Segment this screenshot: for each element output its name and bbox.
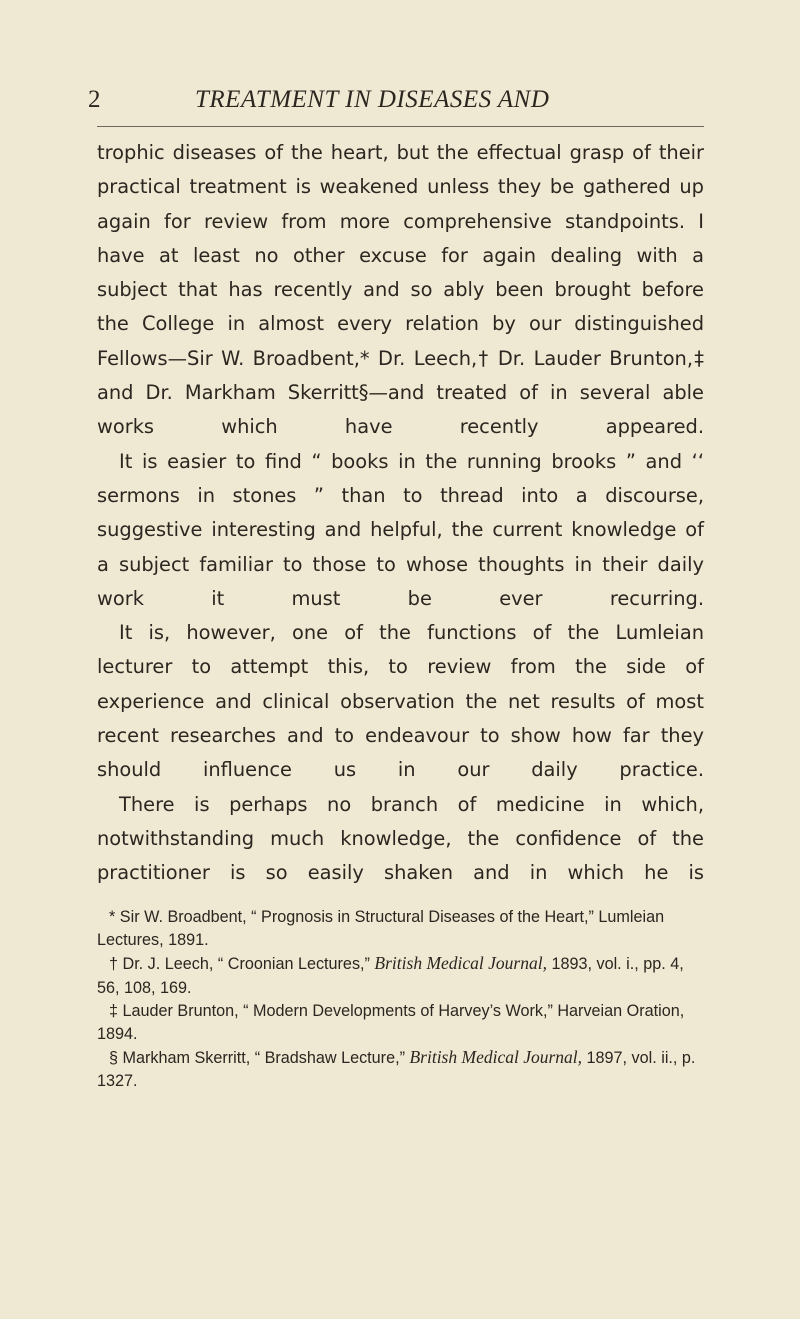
footnote-2 [97,952,704,999]
footnote-2-rest: 1893, vol. i., pp. 4, 56, 108, 169. [97,955,684,997]
footnote-4-rest: 1897, vol. ii., p. 1327. [97,1049,696,1091]
footnote-2-text: † Dr. J. Leech, “ Croonian Lectures,” [109,955,370,974]
paragraph-3: It is, however, one of the functions of the Lumleian lecturer to attempt this, to review from the side of experience and clinical observation the net results of most recent researches and to endeavour to show how far they should influence us in our daily practice. [97,621,704,782]
footnote-4-journal: British Medical Journal, [409,1047,583,1068]
footnote-4-text: § Markham Skerritt, “ Bradshaw Lecture,” [109,1049,405,1068]
footnote-2-journal: British Medical Journal, [374,953,547,974]
running-head-title: TREATMENT IN DISEASES AND [195,86,550,113]
footnote-4 [97,1046,704,1093]
header-rule [97,126,704,127]
footnotes [97,906,704,1094]
running-header [88,86,708,118]
paragraph-2: It is easier to find “ books in the running brooks ” and ‘‘ sermons in stones ” than to thread into a discourse, suggestive interesting and helpful, the current knowledge of a subject familiar to those to whose thoughts in their daily work it must be ever recurring. [97,449,704,610]
paragraph-1: trophic diseases of the heart, but the effectual grasp of their practical treatment is weakened unless they be gathered up again for review from more comprehensive standpoints. I have at least no other excuse for again dealing with a subject that has recently and so ably been brought before the College in almost every relation by our distinguished Fellows—Sir W. Broadbent,* Dr. Leech,† Dr. Lauder Brunton,‡ and Dr. Markham Skerritt§—and treated of in several able works which have recently appeared. [97,141,704,439]
footnote-1: * Sir W. Broadbent, “ Prognosis in Structural Diseases of the Heart,” Lumleian Lectures, 1891. [97,908,665,950]
page-number: 2 [88,86,101,113]
body-text [97,136,704,891]
footnote-3: ‡ Lauder Brunton, “ Modern Developments of Harvey’s Work,” Harveian Oration, 1894. [97,1001,685,1044]
paragraph-4: There is perhaps no branch of medicine in which, notwithstanding much knowledge, the confidence of the practitioner is so easily shaken and in which he is [97,792,704,885]
